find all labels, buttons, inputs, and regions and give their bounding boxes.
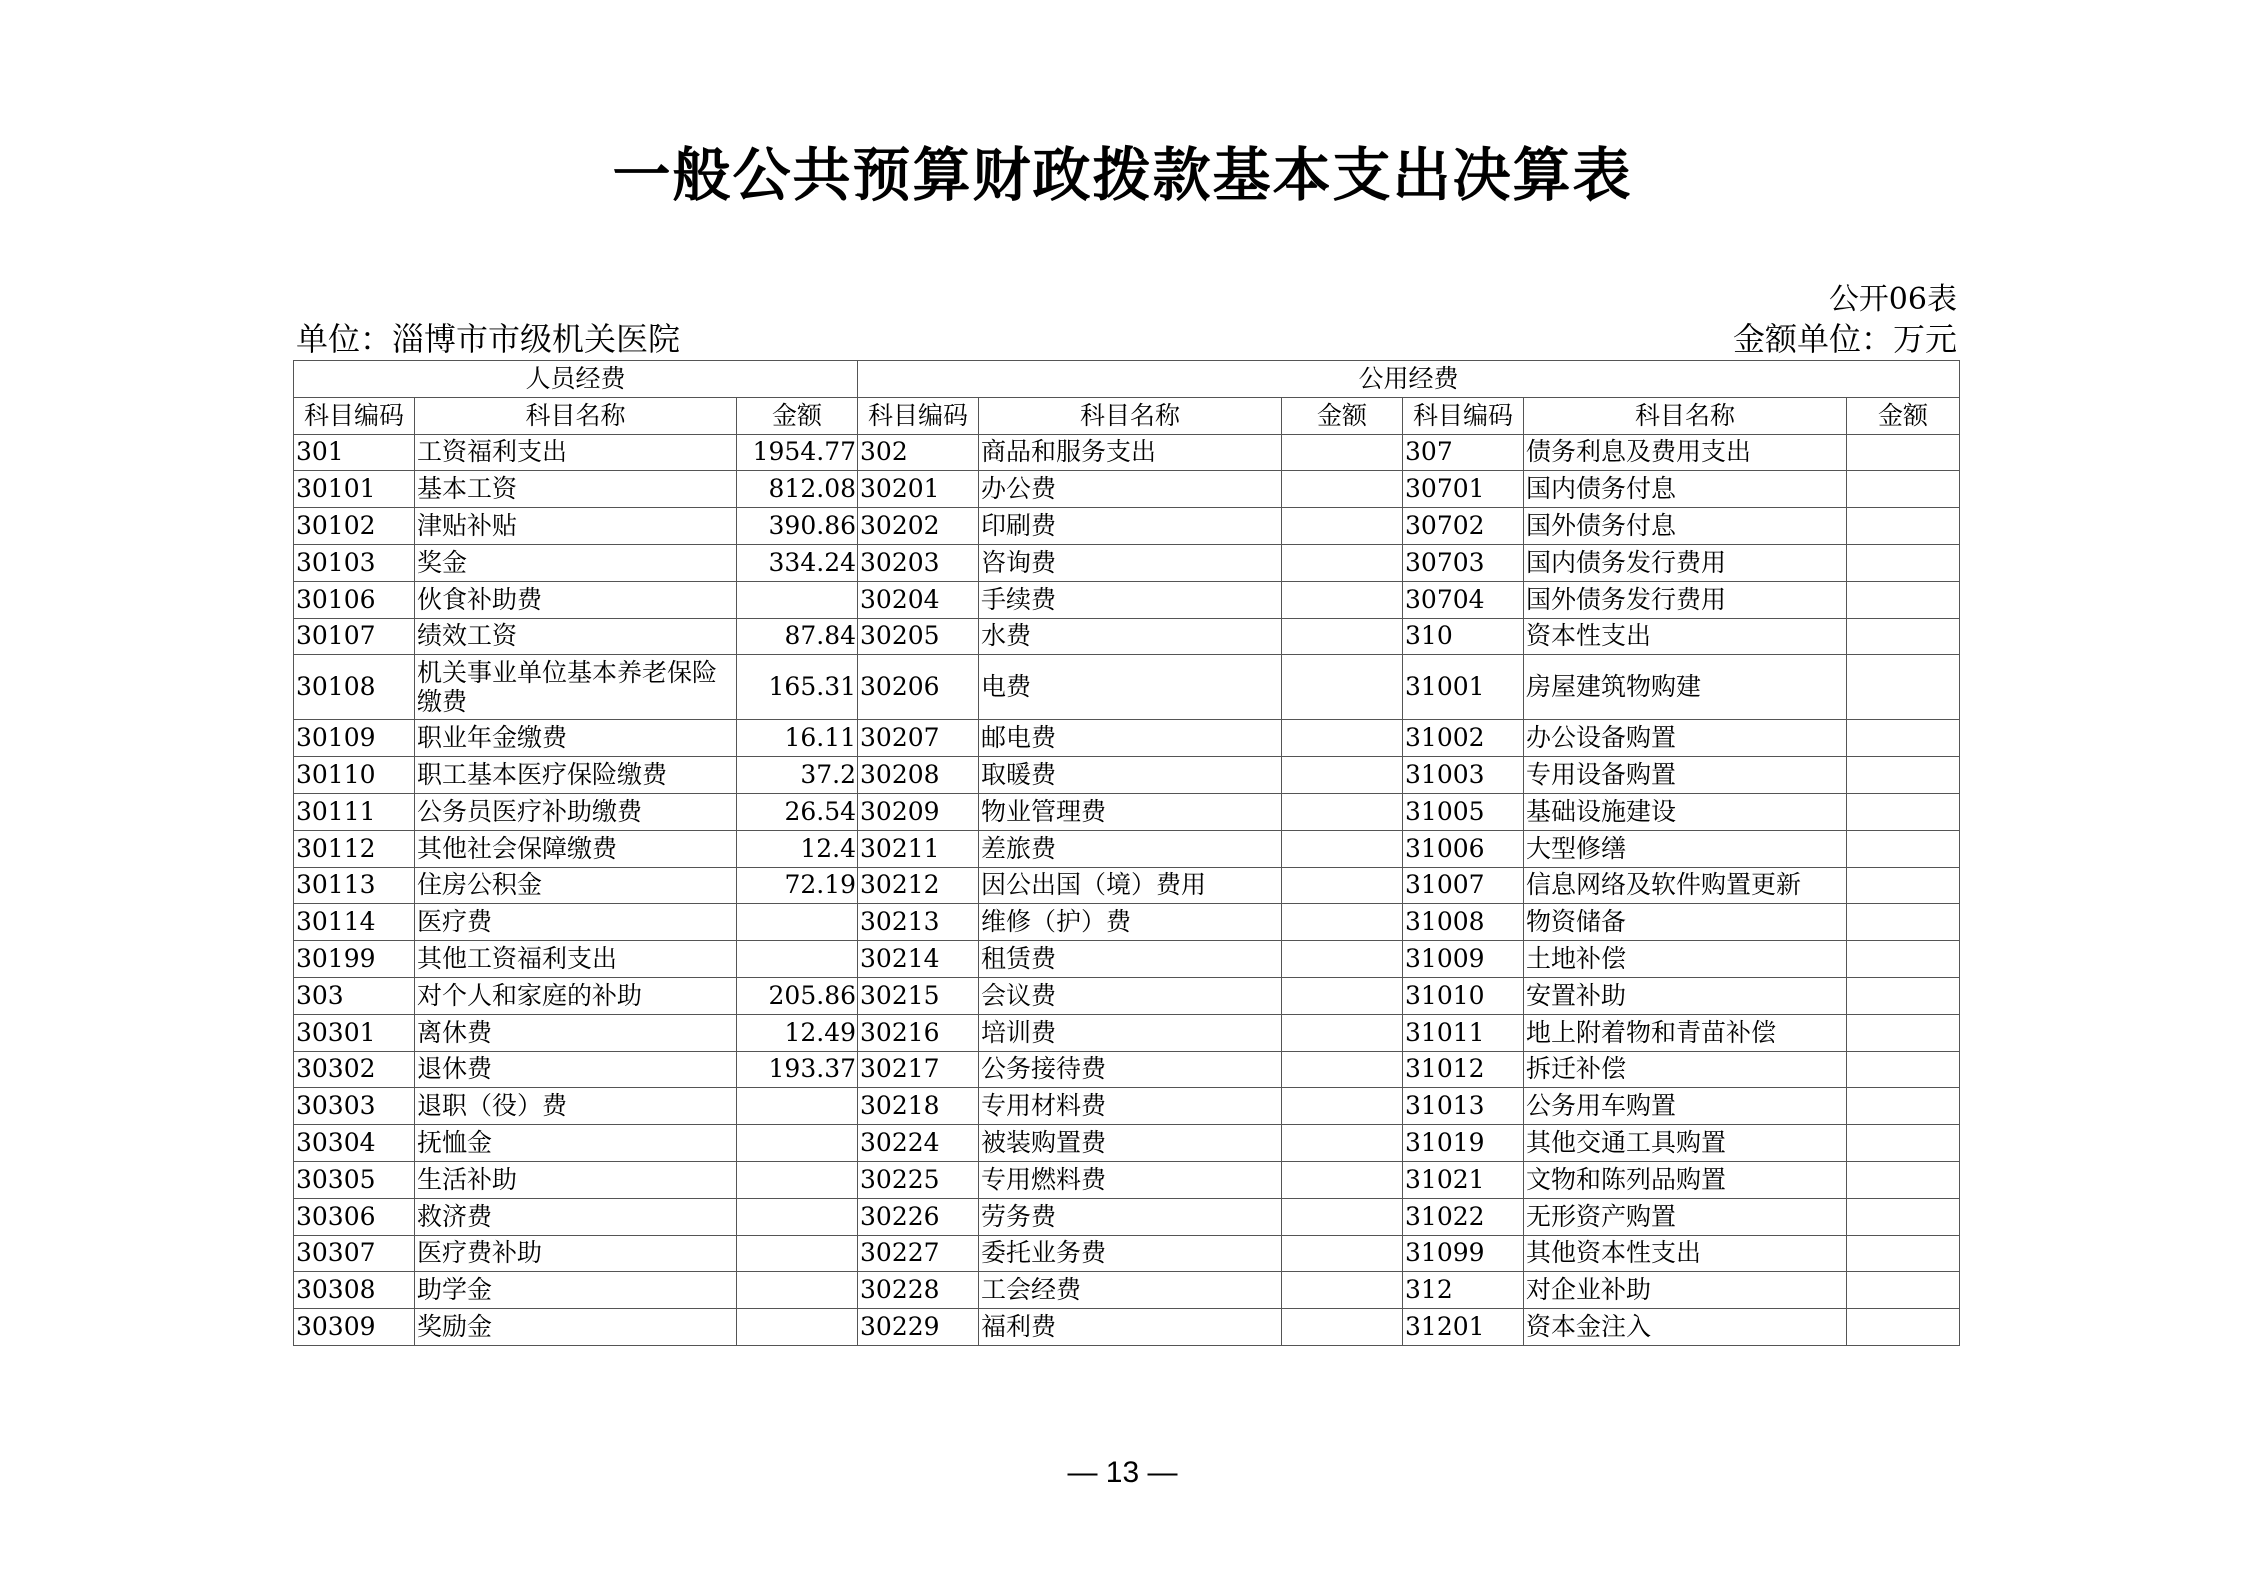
subject-code-cell: 31006	[1403, 830, 1524, 867]
table-row	[294, 793, 1960, 830]
amount-cell	[1282, 581, 1403, 618]
subject-name-cell: 邮电费	[979, 720, 1282, 757]
amount-cell	[737, 1309, 858, 1346]
subject-name-cell: 津贴补贴	[415, 508, 737, 545]
amount-cell	[1847, 618, 1960, 655]
subject-name-cell: 专用设备购置	[1524, 757, 1847, 794]
subject-name-cell: 劳务费	[979, 1198, 1282, 1235]
amount-cell	[1282, 1051, 1403, 1088]
subject-code-cell: 30114	[294, 904, 415, 941]
subject-code-cell: 30304	[294, 1125, 415, 1162]
amount-cell: 334.24	[737, 544, 858, 581]
subject-name-cell: 助学金	[415, 1272, 737, 1309]
table-row	[294, 1014, 1960, 1051]
subject-name-cell: 离休费	[415, 1014, 737, 1051]
table-row	[294, 1309, 1960, 1346]
amount-cell	[1847, 1088, 1960, 1125]
subject-name-cell: 基本工资	[415, 471, 737, 508]
amount-cell	[1282, 618, 1403, 655]
subject-name-cell: 资本金注入	[1524, 1309, 1847, 1346]
subject-code-cell: 30215	[858, 977, 979, 1014]
table-row	[294, 655, 1960, 720]
table-row	[294, 904, 1960, 941]
subject-code-cell: 30102	[294, 508, 415, 545]
subject-code-cell: 30224	[858, 1125, 979, 1162]
col-amount-header: 金额	[737, 397, 858, 434]
amount-cell: 37.2	[737, 757, 858, 794]
subject-code-cell: 30228	[858, 1272, 979, 1309]
amount-cell	[1282, 508, 1403, 545]
amount-cell	[1847, 1014, 1960, 1051]
subject-code-cell: 30227	[858, 1235, 979, 1272]
subject-name-cell: 国内债务发行费用	[1524, 544, 1847, 581]
subject-name-cell: 专用燃料费	[979, 1161, 1282, 1198]
subject-code-cell: 30202	[858, 508, 979, 545]
subject-name-cell: 国内债务付息	[1524, 471, 1847, 508]
col-name-header: 科目名称	[415, 397, 737, 434]
subject-name-cell: 医疗费补助	[415, 1235, 737, 1272]
table-row	[294, 1161, 1960, 1198]
amount-cell	[1847, 1309, 1960, 1346]
personnel-expenses-header: 人员经费	[294, 361, 858, 398]
subject-code-cell: 30307	[294, 1235, 415, 1272]
amount-cell	[1282, 1161, 1403, 1198]
col-name-header: 科目名称	[1524, 397, 1847, 434]
subject-code-cell: 30211	[858, 830, 979, 867]
amount-cell	[1282, 1088, 1403, 1125]
subject-code-cell: 31002	[1403, 720, 1524, 757]
col-code-header: 科目编码	[858, 397, 979, 434]
amount-cell: 12.49	[737, 1014, 858, 1051]
col-code-header: 科目编码	[294, 397, 415, 434]
amount-cell	[1282, 1235, 1403, 1272]
table-row	[294, 1235, 1960, 1272]
subject-code-cell: 31008	[1403, 904, 1524, 941]
money-unit-label: 金额单位：万元	[1732, 320, 1957, 358]
subject-name-cell: 职业年金缴费	[415, 720, 737, 757]
subject-name-cell: 其他工资福利支出	[415, 941, 737, 978]
subject-code-cell: 30113	[294, 867, 415, 904]
amount-cell	[1847, 1125, 1960, 1162]
subject-name-cell: 物业管理费	[979, 793, 1282, 830]
subject-code-cell: 30309	[294, 1309, 415, 1346]
subject-name-cell: 奖金	[415, 544, 737, 581]
subject-code-cell: 30201	[858, 471, 979, 508]
table-row	[294, 1051, 1960, 1088]
amount-cell	[737, 1272, 858, 1309]
subject-code-cell: 30303	[294, 1088, 415, 1125]
subject-name-cell: 专用材料费	[979, 1088, 1282, 1125]
amount-cell	[1282, 1198, 1403, 1235]
subject-code-cell: 30207	[858, 720, 979, 757]
subject-name-cell: 抚恤金	[415, 1125, 737, 1162]
subject-code-cell: 31007	[1403, 867, 1524, 904]
amount-cell	[737, 941, 858, 978]
table-row	[294, 434, 1960, 471]
amount-cell	[1847, 941, 1960, 978]
subject-code-cell: 30213	[858, 904, 979, 941]
subject-name-cell: 拆迁补偿	[1524, 1051, 1847, 1088]
subject-code-cell: 30214	[858, 941, 979, 978]
amount-cell	[1282, 793, 1403, 830]
subject-code-cell: 303	[294, 977, 415, 1014]
subject-name-cell: 债务利息及费用支出	[1524, 434, 1847, 471]
col-amount-header: 金额	[1282, 397, 1403, 434]
subject-code-cell: 30701	[1403, 471, 1524, 508]
subject-code-cell: 31201	[1403, 1309, 1524, 1346]
subject-name-cell: 国外债务付息	[1524, 508, 1847, 545]
table-row	[294, 471, 1960, 508]
amount-cell	[1847, 581, 1960, 618]
subject-code-cell: 30225	[858, 1161, 979, 1198]
subject-name-cell: 工会经费	[979, 1272, 1282, 1309]
amount-cell	[1847, 1235, 1960, 1272]
col-code-header: 科目编码	[1403, 397, 1524, 434]
subject-code-cell: 302	[858, 434, 979, 471]
amount-cell	[1282, 977, 1403, 1014]
subject-code-cell: 30111	[294, 793, 415, 830]
table-row	[294, 1198, 1960, 1235]
table-row	[294, 508, 1960, 545]
amount-cell	[737, 581, 858, 618]
subject-code-cell: 30206	[858, 655, 979, 720]
subject-code-cell: 30110	[294, 757, 415, 794]
subject-code-cell: 30203	[858, 544, 979, 581]
amount-cell: 165.31	[737, 655, 858, 720]
subject-code-cell: 30704	[1403, 581, 1524, 618]
table-row	[294, 941, 1960, 978]
subject-name-cell: 奖励金	[415, 1309, 737, 1346]
amount-cell	[1282, 757, 1403, 794]
amount-cell	[1847, 720, 1960, 757]
amount-cell	[737, 904, 858, 941]
subject-name-cell: 租赁费	[979, 941, 1282, 978]
subject-code-cell: 31022	[1403, 1198, 1524, 1235]
amount-cell	[737, 1161, 858, 1198]
table-row	[294, 977, 1960, 1014]
subject-name-cell: 国外债务发行费用	[1524, 581, 1847, 618]
subject-code-cell: 310	[1403, 618, 1524, 655]
subject-code-cell: 30106	[294, 581, 415, 618]
amount-cell	[1282, 830, 1403, 867]
amount-cell	[1847, 793, 1960, 830]
subject-name-cell: 被装购置费	[979, 1125, 1282, 1162]
subject-code-cell: 30217	[858, 1051, 979, 1088]
subject-name-cell: 职工基本医疗保险缴费	[415, 757, 737, 794]
subject-name-cell: 房屋建筑物购建	[1524, 655, 1847, 720]
subject-name-cell: 医疗费	[415, 904, 737, 941]
amount-cell	[1847, 508, 1960, 545]
table-row	[294, 1125, 1960, 1162]
subject-code-cell: 307	[1403, 434, 1524, 471]
subject-code-cell: 30108	[294, 655, 415, 720]
subject-name-cell: 无形资产购置	[1524, 1198, 1847, 1235]
subject-code-cell: 31001	[1403, 655, 1524, 720]
table-row	[294, 720, 1960, 757]
subject-code-cell: 30218	[858, 1088, 979, 1125]
subject-name-cell: 公务员医疗补助缴费	[415, 793, 737, 830]
subject-code-cell: 30208	[858, 757, 979, 794]
subject-name-cell: 土地补偿	[1524, 941, 1847, 978]
amount-cell: 1954.77	[737, 434, 858, 471]
page-title: 一般公共预算财政拨款基本支出决算表	[612, 141, 1633, 209]
amount-cell: 72.19	[737, 867, 858, 904]
subject-code-cell: 31003	[1403, 757, 1524, 794]
subject-code-cell: 31012	[1403, 1051, 1524, 1088]
amount-cell: 205.86	[737, 977, 858, 1014]
subject-name-cell: 办公设备购置	[1524, 720, 1847, 757]
subject-name-cell: 福利费	[979, 1309, 1282, 1346]
subject-name-cell: 其他交通工具购置	[1524, 1125, 1847, 1162]
subject-name-cell: 绩效工资	[415, 618, 737, 655]
amount-cell: 193.37	[737, 1051, 858, 1088]
page-number: — 13 —	[1067, 1456, 1178, 1489]
subject-code-cell: 30209	[858, 793, 979, 830]
subject-code-cell: 31019	[1403, 1125, 1524, 1162]
subject-name-cell: 对企业补助	[1524, 1272, 1847, 1309]
subject-code-cell: 31011	[1403, 1014, 1524, 1051]
subject-name-cell: 取暖费	[979, 757, 1282, 794]
subject-code-cell: 30205	[858, 618, 979, 655]
amount-cell	[1847, 434, 1960, 471]
subject-name-cell: 伙食补助费	[415, 581, 737, 618]
subject-name-cell: 退休费	[415, 1051, 737, 1088]
table-row	[294, 1088, 1960, 1125]
amount-cell	[1847, 867, 1960, 904]
subject-name-cell: 住房公积金	[415, 867, 737, 904]
subject-code-cell: 30216	[858, 1014, 979, 1051]
subject-code-cell: 30101	[294, 471, 415, 508]
subject-code-cell: 31010	[1403, 977, 1524, 1014]
subject-name-cell: 会议费	[979, 977, 1282, 1014]
subject-name-cell: 退职（役）费	[415, 1088, 737, 1125]
amount-cell	[1847, 1272, 1960, 1309]
subject-code-cell: 30703	[1403, 544, 1524, 581]
table-row	[294, 867, 1960, 904]
subject-code-cell: 30302	[294, 1051, 415, 1088]
amount-cell	[1847, 655, 1960, 720]
amount-cell	[1282, 434, 1403, 471]
subject-name-cell: 咨询费	[979, 544, 1282, 581]
amount-cell	[1282, 471, 1403, 508]
unit-label: 单位：淄博市市级机关医院	[296, 320, 681, 358]
form-number: 公开06表	[1828, 282, 1957, 317]
subject-code-cell: 31099	[1403, 1235, 1524, 1272]
subject-code-cell: 30308	[294, 1272, 415, 1309]
subject-name-cell: 信息网络及软件购置更新	[1524, 867, 1847, 904]
subject-code-cell: 30305	[294, 1161, 415, 1198]
amount-cell	[737, 1198, 858, 1235]
subject-name-cell: 物资储备	[1524, 904, 1847, 941]
amount-cell	[1282, 1272, 1403, 1309]
amount-cell	[1847, 544, 1960, 581]
subject-code-cell: 30109	[294, 720, 415, 757]
subject-name-cell: 对个人和家庭的补助	[415, 977, 737, 1014]
subject-code-cell: 30306	[294, 1198, 415, 1235]
subject-code-cell: 30103	[294, 544, 415, 581]
subject-name-cell: 其他社会保障缴费	[415, 830, 737, 867]
amount-cell	[1847, 1161, 1960, 1198]
amount-cell	[1282, 544, 1403, 581]
table-row	[294, 618, 1960, 655]
subject-code-cell: 301	[294, 434, 415, 471]
subject-code-cell: 31005	[1403, 793, 1524, 830]
subject-code-cell: 30301	[294, 1014, 415, 1051]
subject-name-cell: 印刷费	[979, 508, 1282, 545]
subject-name-cell: 委托业务费	[979, 1235, 1282, 1272]
amount-cell: 26.54	[737, 793, 858, 830]
col-name-header: 科目名称	[979, 397, 1282, 434]
subject-code-cell: 30204	[858, 581, 979, 618]
table-row	[294, 544, 1960, 581]
table-row	[294, 1272, 1960, 1309]
amount-cell: 390.86	[737, 508, 858, 545]
amount-cell	[1847, 977, 1960, 1014]
public-expenses-header: 公用经费	[858, 361, 1960, 398]
amount-cell: 12.4	[737, 830, 858, 867]
subject-name-cell: 基础设施建设	[1524, 793, 1847, 830]
amount-cell	[1847, 1051, 1960, 1088]
subject-code-cell: 31013	[1403, 1088, 1524, 1125]
amount-cell	[1282, 1125, 1403, 1162]
amount-cell	[1282, 867, 1403, 904]
subject-code-cell: 30212	[858, 867, 979, 904]
amount-cell	[1847, 904, 1960, 941]
subject-name-cell: 公务用车购置	[1524, 1088, 1847, 1125]
subject-name-cell: 电费	[979, 655, 1282, 720]
subject-name-cell: 地上附着物和青苗补偿	[1524, 1014, 1847, 1051]
subject-name-cell: 安置补助	[1524, 977, 1847, 1014]
amount-cell	[1282, 1014, 1403, 1051]
subject-code-cell: 30702	[1403, 508, 1524, 545]
subject-name-cell: 大型修缮	[1524, 830, 1847, 867]
subject-name-cell: 办公费	[979, 471, 1282, 508]
amount-cell: 812.08	[737, 471, 858, 508]
subject-name-cell: 商品和服务支出	[979, 434, 1282, 471]
subject-name-cell: 因公出国（境）费用	[979, 867, 1282, 904]
amount-cell	[1847, 757, 1960, 794]
amount-cell	[1847, 830, 1960, 867]
subject-code-cell: 31009	[1403, 941, 1524, 978]
subject-name-cell: 水费	[979, 618, 1282, 655]
amount-cell	[1847, 1198, 1960, 1235]
amount-cell	[737, 1088, 858, 1125]
table-row	[294, 757, 1960, 794]
expenditure-table	[293, 360, 1960, 1346]
amount-cell: 87.84	[737, 618, 858, 655]
subject-code-cell: 30112	[294, 830, 415, 867]
subject-name-cell: 公务接待费	[979, 1051, 1282, 1088]
subject-code-cell: 30229	[858, 1309, 979, 1346]
subject-name-cell: 机关事业单位基本养老保险缴费	[415, 655, 737, 720]
subject-name-cell: 救济费	[415, 1198, 737, 1235]
amount-cell	[1847, 471, 1960, 508]
subject-code-cell: 30107	[294, 618, 415, 655]
subject-name-cell: 生活补助	[415, 1161, 737, 1198]
table-row	[294, 830, 1960, 867]
col-amount-header: 金额	[1847, 397, 1960, 434]
amount-cell	[737, 1125, 858, 1162]
subject-name-cell: 差旅费	[979, 830, 1282, 867]
subject-name-cell: 文物和陈列品购置	[1524, 1161, 1847, 1198]
subject-code-cell: 31021	[1403, 1161, 1524, 1198]
subject-name-cell: 工资福利支出	[415, 434, 737, 471]
subject-name-cell: 手续费	[979, 581, 1282, 618]
amount-cell	[1282, 720, 1403, 757]
subject-code-cell: 30226	[858, 1198, 979, 1235]
amount-cell: 16.11	[737, 720, 858, 757]
amount-cell	[1282, 904, 1403, 941]
amount-cell	[1282, 655, 1403, 720]
subject-name-cell: 资本性支出	[1524, 618, 1847, 655]
amount-cell	[1282, 1309, 1403, 1346]
table-row	[294, 581, 1960, 618]
subject-code-cell: 312	[1403, 1272, 1524, 1309]
subject-code-cell: 30199	[294, 941, 415, 978]
subject-name-cell: 维修（护）费	[979, 904, 1282, 941]
subject-name-cell: 培训费	[979, 1014, 1282, 1051]
amount-cell	[737, 1235, 858, 1272]
amount-cell	[1282, 941, 1403, 978]
subject-name-cell: 其他资本性支出	[1524, 1235, 1847, 1272]
